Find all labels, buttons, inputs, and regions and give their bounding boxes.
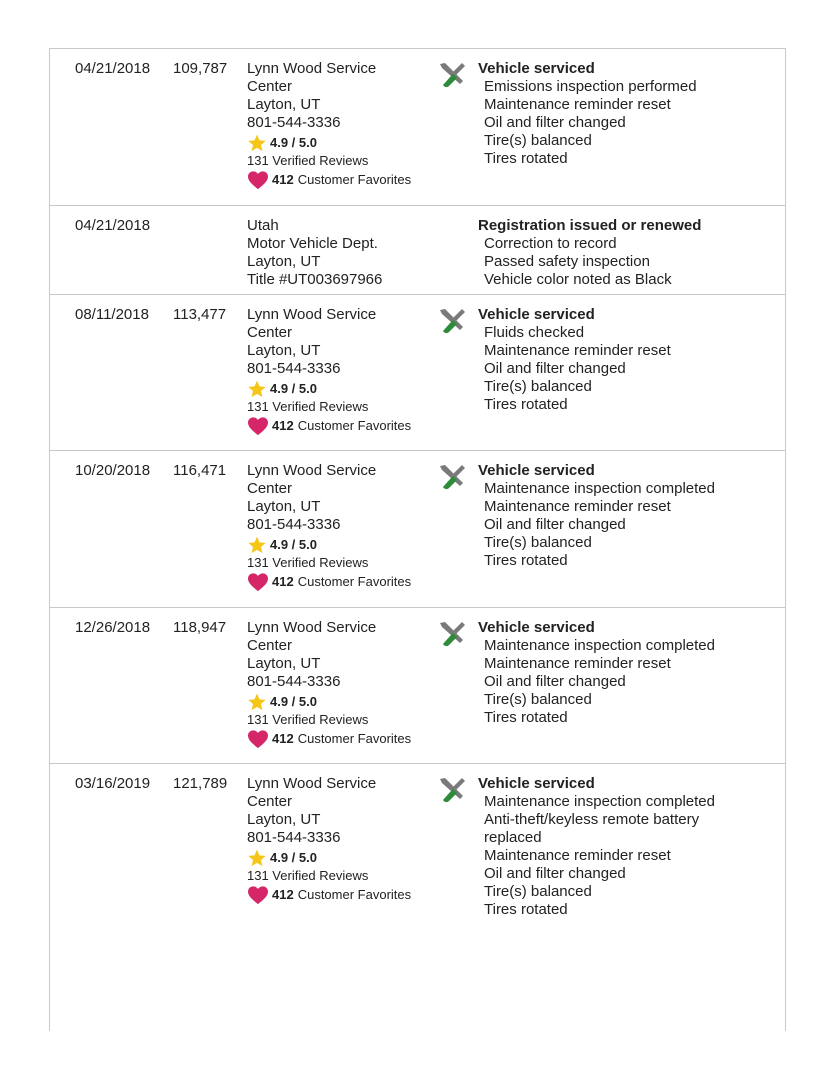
history-row (50, 608, 785, 764)
heart-icon (247, 416, 269, 436)
detail-item: Emissions inspection performed (484, 78, 697, 95)
favorites-label: Customer Favorites (297, 172, 412, 187)
source-phone: 801-544-3336 (247, 516, 341, 533)
record-details (478, 60, 778, 168)
detail-item: Tire(s) balanced (484, 534, 592, 551)
detail-item: Tire(s) balanced (484, 132, 592, 149)
record-date: 03/16/2019 (75, 775, 151, 792)
source-name-line1[interactable]: Lynn Wood Service (247, 619, 377, 636)
rating-value: 4.9 / 5.0 (270, 381, 317, 396)
detail-item: Tires rotated (484, 150, 568, 167)
record-odometer: 121,789 (173, 775, 228, 792)
record-date: 12/26/2018 (75, 619, 151, 636)
detail-title: Vehicle serviced (478, 619, 595, 636)
review-count[interactable]: 131 Verified Reviews (247, 868, 369, 883)
detail-item: Maintenance reminder reset (484, 498, 671, 515)
rating-value: 4.9 / 5.0 (270, 537, 317, 552)
detail-item: Maintenance inspection completed (484, 637, 715, 654)
wrench-screwdriver-icon (436, 461, 468, 493)
source-name-line2[interactable]: Center (247, 480, 293, 497)
detail-item: Maintenance inspection completed (484, 480, 715, 497)
history-row (50, 49, 785, 206)
detail-item: Maintenance reminder reset (484, 847, 671, 864)
detail-item: Maintenance reminder reset (484, 655, 671, 672)
source-name-line2[interactable]: Center (247, 793, 293, 810)
source-phone: 801-544-3336 (247, 114, 341, 131)
source-line: Title #UT003697966 (247, 271, 383, 288)
wrench-screwdriver-icon (436, 774, 468, 806)
heart-icon (247, 572, 269, 592)
detail-item: Tire(s) balanced (484, 691, 592, 708)
favorites-label: Customer Favorites (297, 731, 412, 746)
review-count[interactable]: 131 Verified Reviews (247, 399, 369, 414)
detail-title: Vehicle serviced (478, 462, 595, 479)
detail-item: Tire(s) balanced (484, 378, 592, 395)
source-name-line1[interactable]: Lynn Wood Service (247, 60, 377, 77)
favorites-count: 412 (272, 574, 294, 589)
detail-item: Anti-theft/keyless remote battery replaced (484, 811, 700, 846)
detail-title: Registration issued or renewed (478, 217, 702, 234)
detail-title: Vehicle serviced (478, 306, 595, 323)
detail-item: Oil and filter changed (484, 516, 626, 533)
favorites-label: Customer Favorites (297, 574, 412, 589)
detail-item: Maintenance reminder reset (484, 96, 671, 113)
customer-favorites (247, 416, 437, 436)
history-records (50, 49, 785, 924)
favorites-count: 412 (272, 172, 294, 187)
source-phone: 801-544-3336 (247, 360, 341, 377)
review-count[interactable]: 131 Verified Reviews (247, 153, 369, 168)
detail-item: Tires rotated (484, 552, 568, 569)
detail-item: Correction to record (484, 235, 617, 252)
source-rating (247, 134, 437, 152)
record-odometer: 116,471 (173, 462, 227, 479)
history-row (50, 295, 785, 451)
heart-icon (247, 885, 269, 905)
favorites-count: 412 (272, 887, 294, 902)
favorites-label: Customer Favorites (297, 418, 412, 433)
source-line: Utah (247, 217, 279, 234)
heart-icon (247, 170, 269, 190)
star-icon (247, 535, 267, 555)
wrench-screwdriver-icon (436, 618, 468, 650)
record-odometer: 109,787 (173, 60, 228, 77)
source-rating (247, 380, 437, 398)
source-name-line2[interactable]: Center (247, 78, 293, 95)
record-details (478, 217, 778, 289)
rating-value: 4.9 / 5.0 (270, 135, 317, 150)
record-details (478, 619, 778, 727)
customer-favorites (247, 572, 437, 592)
source-name-line2[interactable]: Center (247, 324, 293, 341)
customer-favorites (247, 170, 437, 190)
source-rating (247, 536, 437, 554)
source-rating (247, 849, 437, 867)
source-location: Layton, UT (247, 498, 321, 515)
source-location: Layton, UT (247, 342, 321, 359)
history-row (50, 764, 785, 924)
source-location: Layton, UT (247, 655, 321, 672)
star-icon (247, 133, 267, 153)
record-details (478, 306, 778, 414)
detail-item: Oil and filter changed (484, 865, 626, 882)
detail-item: Maintenance reminder reset (484, 342, 671, 359)
detail-item: Fluids checked (484, 324, 585, 341)
source-location: Layton, UT (247, 811, 321, 828)
source-name-line1[interactable]: Lynn Wood Service (247, 462, 377, 479)
source-phone: 801-544-3336 (247, 673, 341, 690)
source-location: Layton, UT (247, 96, 321, 113)
record-details (478, 462, 778, 570)
detail-item: Passed safety inspection (484, 253, 650, 270)
source-name-line2[interactable]: Center (247, 637, 293, 654)
wrench-screwdriver-icon (436, 59, 468, 91)
record-source (247, 619, 437, 749)
record-source (247, 462, 437, 592)
source-line: Layton, UT (247, 253, 321, 270)
detail-item: Oil and filter changed (484, 360, 626, 377)
history-row (50, 451, 785, 608)
heart-icon (247, 729, 269, 749)
detail-title: Vehicle serviced (478, 60, 595, 77)
record-date: 10/20/2018 (75, 462, 151, 479)
customer-favorites (247, 729, 437, 749)
record-source (247, 60, 437, 190)
record-source (247, 306, 437, 436)
favorites-label: Customer Favorites (297, 887, 412, 902)
record-source (247, 775, 437, 905)
customer-favorites (247, 885, 437, 905)
source-phone: 801-544-3336 (247, 829, 341, 846)
detail-title: Vehicle serviced (478, 775, 595, 792)
star-icon (247, 848, 267, 868)
record-date: 08/11/2018 (75, 306, 149, 323)
source-line: Motor Vehicle Dept. (247, 235, 378, 252)
record-date: 04/21/2018 (75, 60, 151, 77)
detail-item: Vehicle color noted as Black (484, 271, 672, 288)
record-source (247, 217, 437, 289)
detail-item: Oil and filter changed (484, 114, 626, 131)
detail-item: Tires rotated (484, 901, 568, 918)
record-details (478, 775, 778, 919)
detail-item: Tires rotated (484, 396, 568, 413)
detail-item: Oil and filter changed (484, 673, 626, 690)
review-count[interactable]: 131 Verified Reviews (247, 712, 369, 727)
rating-value: 4.9 / 5.0 (270, 694, 317, 709)
favorites-count: 412 (272, 418, 294, 433)
record-date: 04/21/2018 (75, 217, 151, 234)
detail-item: Tire(s) balanced (484, 883, 592, 900)
source-rating (247, 693, 437, 711)
detail-item: Tires rotated (484, 709, 568, 726)
source-name-line1[interactable]: Lynn Wood Service (247, 775, 377, 792)
star-icon (247, 379, 267, 399)
record-odometer: 113,477 (173, 306, 227, 323)
favorites-count: 412 (272, 731, 294, 746)
detail-item: Maintenance inspection completed (484, 793, 715, 810)
star-icon (247, 692, 267, 712)
record-odometer: 118,947 (173, 619, 227, 636)
rating-value: 4.9 / 5.0 (270, 850, 317, 865)
source-name-line1[interactable]: Lynn Wood Service (247, 306, 377, 323)
wrench-screwdriver-icon (436, 305, 468, 337)
table-right-border (785, 48, 786, 1031)
history-row (50, 206, 785, 295)
review-count[interactable]: 131 Verified Reviews (247, 555, 369, 570)
